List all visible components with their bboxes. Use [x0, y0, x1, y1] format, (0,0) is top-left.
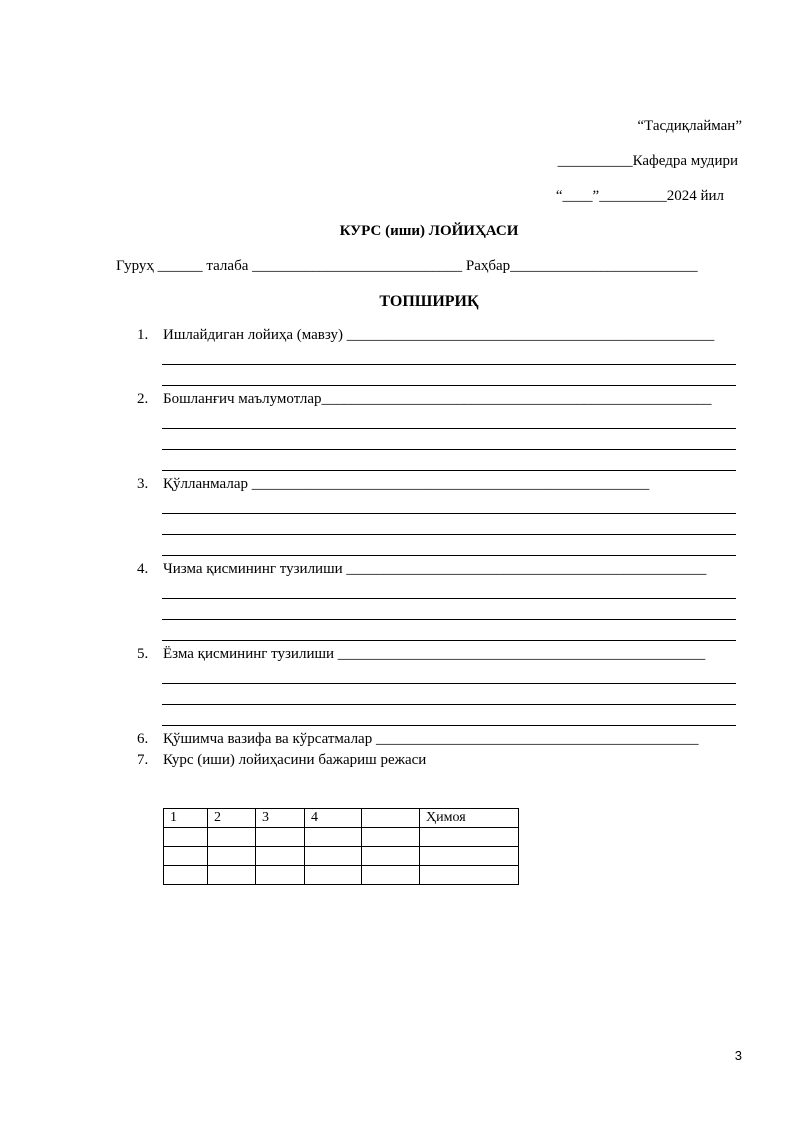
table-cell [208, 847, 256, 866]
task-item-5 [137, 646, 705, 663]
task-item-6 [137, 731, 698, 748]
blank-line [162, 640, 736, 641]
group-student-supervisor-line: Гуруҳ ______ талаба ____________________________ Раҳбар_________________________ [116, 258, 698, 274]
task-item-number: 4. [137, 561, 149, 577]
task-item-1 [137, 327, 714, 344]
task-item-text: Қўлланмалар _____________________________________________________ [163, 476, 650, 492]
table-row [164, 847, 519, 866]
table-header-cell: 1 [164, 809, 208, 828]
task-item-number: 1. [137, 327, 149, 343]
page-number: 3 [734, 1048, 742, 1063]
blank-line [162, 364, 736, 365]
table-row [164, 828, 519, 847]
task-item-number: 5. [137, 646, 149, 662]
blank-line [162, 534, 736, 535]
document-title: КУРС (иши) ЛОЙИҲАСИ [339, 223, 519, 239]
task-item-text: Курс (иши) лойиҳасини бажариш режаси [163, 752, 427, 768]
task-item-text: Қўшимча вазифа ва кўрсатмалар ___________________________________________ [163, 731, 699, 747]
task-item-text: Ишлайдиган лойиҳа (мавзу) _________________________________________________ [163, 327, 715, 343]
table-header-cell: 4 [305, 809, 362, 828]
table-row [164, 866, 519, 885]
task-item-4 [137, 561, 706, 578]
table-cell [362, 847, 420, 866]
table-cell [208, 828, 256, 847]
blank-line [162, 428, 736, 429]
task-item-number: 7. [137, 752, 149, 768]
blank-line [162, 683, 736, 684]
table-header-cell: Ҳимоя [420, 809, 519, 828]
task-item-text: Ёзма қисмининг тузилиши _________________________________________________ [163, 646, 706, 662]
task-item-text: Чизма қисмининг тузилиши ________________________________________________ [163, 561, 707, 577]
table-header-cell: 2 [208, 809, 256, 828]
table-cell [420, 866, 519, 885]
execution-plan-table [163, 808, 519, 885]
table-header-cell: 3 [256, 809, 305, 828]
table-cell [256, 847, 305, 866]
blank-line [162, 555, 736, 556]
table-cell [362, 866, 420, 885]
task-item-number: 2. [137, 391, 149, 407]
task-item-number: 3. [137, 476, 149, 492]
table-cell [164, 828, 208, 847]
blank-line [162, 385, 736, 386]
blank-line [162, 704, 736, 705]
table-cell [305, 866, 362, 885]
blank-line [162, 513, 736, 514]
table-cell [164, 866, 208, 885]
assignment-title: ТОПШИРИҚ [379, 293, 479, 310]
task-item-2 [137, 391, 712, 408]
table-header-row [164, 809, 519, 828]
task-item-number: 6. [137, 731, 149, 747]
table-cell [305, 847, 362, 866]
table-cell [256, 828, 305, 847]
blank-line [162, 449, 736, 450]
table-header-cell [362, 809, 420, 828]
task-item-text: Бошланғич маълумотлар____________________________________________________ [163, 391, 712, 407]
approval-date-line: “____”_________2024 йил [555, 188, 724, 204]
task-item-3 [137, 476, 649, 493]
table-cell [420, 828, 519, 847]
table-cell [208, 866, 256, 885]
table-cell [256, 866, 305, 885]
approval-stamp-text: “Тасдиқлайман” [637, 118, 742, 134]
task-item-7 [137, 752, 426, 769]
table-cell [420, 847, 519, 866]
blank-line [162, 598, 736, 599]
blank-line [162, 619, 736, 620]
blank-line [162, 725, 736, 726]
table-cell [305, 828, 362, 847]
blank-line [162, 470, 736, 471]
table-cell [164, 847, 208, 866]
head-of-department-signature-line: __________Кафедра мудири [557, 153, 738, 169]
table-cell [362, 828, 420, 847]
